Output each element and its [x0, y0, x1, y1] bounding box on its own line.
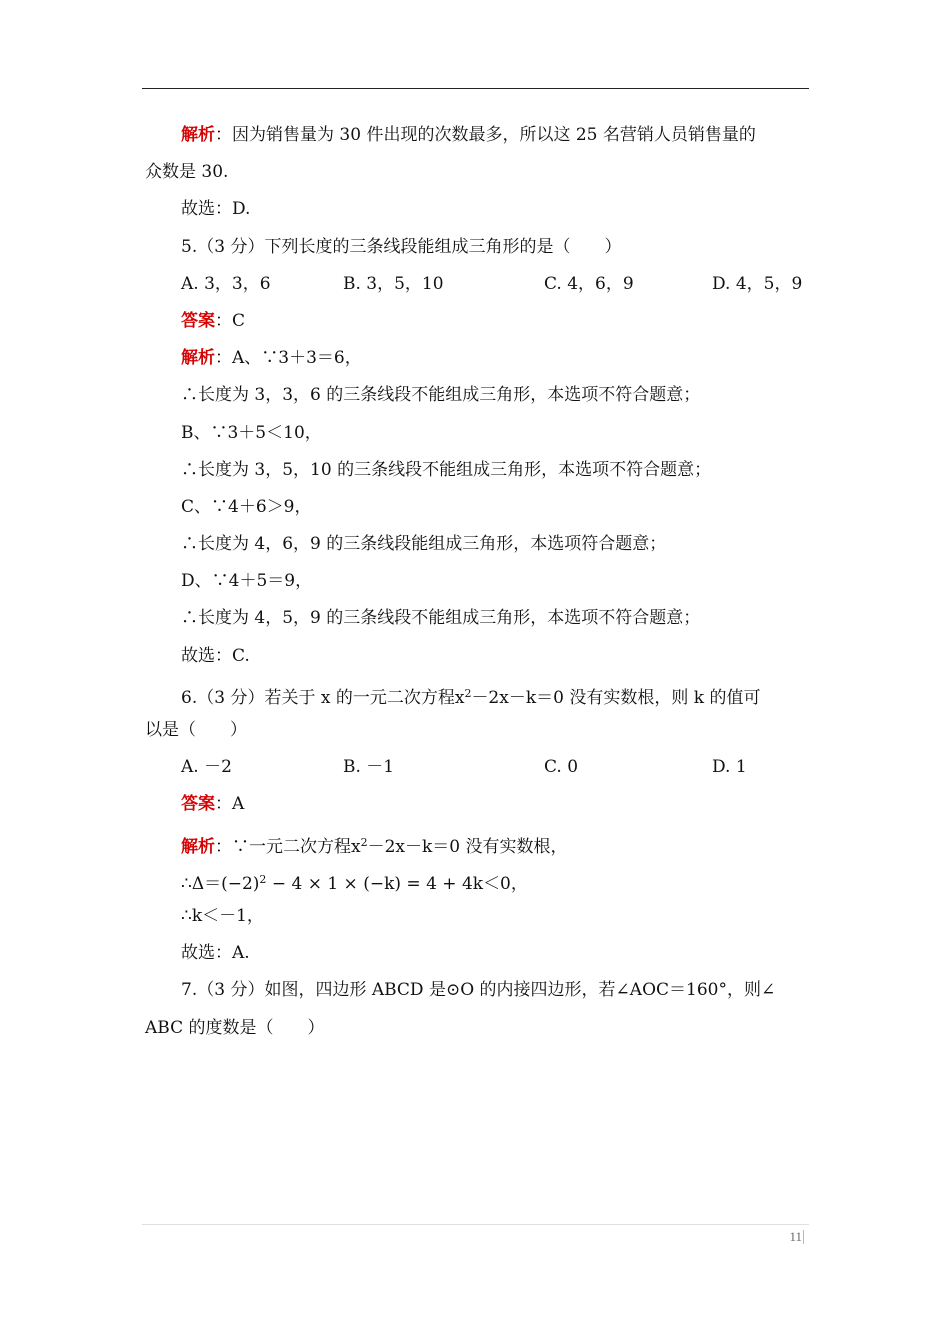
q5-analysis-line: C、∵4＋6＞9，: [181, 496, 312, 517]
q5-option-c: C. 4，6，9: [544, 273, 634, 294]
q5-analysis-line: ∴长度为 3，3，6 的三条线段不能组成三角形，本选项不符合题意；: [181, 385, 701, 406]
q6-option-b: B. －1: [343, 757, 395, 778]
q4-choice: 故选：D.: [181, 199, 251, 220]
q6-choice: 故选：A.: [181, 943, 250, 964]
q6-stem-line1: 6.（3 分）若关于 x 的一元二次方程$x^2-2x-k=0$ 没有实数根，则 k 的值可: [181, 686, 761, 708]
q6-conclusion: ∴k＜－1，: [181, 905, 264, 926]
q4-analysis-line1: 解析：因为销售量为 30 件出现的次数最多，所以这 25 名营销人员销售量的: [181, 125, 756, 145]
page-number: 11: [789, 1229, 802, 1244]
q5-option-b: B. 3，5，10: [343, 273, 444, 294]
analysis-label: 解析: [181, 125, 215, 145]
q6-analysis-line: 解析：∵一元二次方程$x^2-2x-k=0$ 没有实数根，: [181, 835, 568, 857]
q5-analysis-line: D、∵4＋5＝9，: [181, 571, 313, 592]
q5-analysis-line: B、∵3＋5＜10，: [181, 422, 322, 443]
q6-answer: 答案：A: [181, 794, 245, 815]
q5-options: [145, 266, 809, 303]
document-body: [145, 117, 809, 1047]
q5-analysis-line: ∴长度为 4，5，9 的三条线段不能组成三角形，本选项不符合题意；: [181, 608, 701, 629]
q6-options: [145, 749, 809, 786]
q5-analysis-line: 解析：A、∵3＋3＝6，: [181, 348, 362, 369]
answer-label: 答案: [181, 794, 215, 815]
q5-option-a: A. 3，3，6: [181, 273, 271, 294]
analysis-label: 解析: [181, 836, 215, 857]
q7-stem-line1: 7.（3 分）如图，四边形 ABCD 是⊙O 的内接四边形，若∠AOC＝160°，则∠: [181, 980, 776, 1001]
q4-analysis-line2: 众数是 30.: [145, 162, 229, 183]
q5-choice: 故选：C.: [181, 645, 250, 666]
q6-delta-line: $\therefore\Delta=(-2)^2 - 4 \times 1 \times (-k) = 4 + 4k<0$，: [181, 872, 528, 894]
q5-option-d: D. 4，5，9: [712, 273, 803, 294]
q5-analysis-line: ∴长度为 3，5，10 的三条线段不能组成三角形，本选项不符合题意；: [181, 459, 712, 480]
q7-stem-line2: ABC 的度数是（ ）: [145, 1017, 325, 1038]
q6-stem-line2: 以是（ ）: [145, 720, 247, 740]
header-rule: [142, 88, 809, 89]
q6-option-c: C. 0: [544, 757, 579, 778]
answer-label: 答案: [181, 310, 215, 331]
footer-rule: [142, 1224, 809, 1225]
analysis-label: 解析: [181, 348, 215, 369]
q6-option-a: A. －2: [181, 757, 232, 778]
q6-option-d: D. 1: [712, 757, 747, 778]
q5-analysis-line: ∴长度为 4，6，9 的三条线段能组成三角形，本选项符合题意；: [181, 534, 667, 555]
page-number-separator: [803, 1230, 804, 1244]
q5-answer: 答案：C: [181, 310, 246, 331]
q5-stem: 5.（3 分）下列长度的三条线段能组成三角形的是（ ）: [181, 236, 622, 257]
